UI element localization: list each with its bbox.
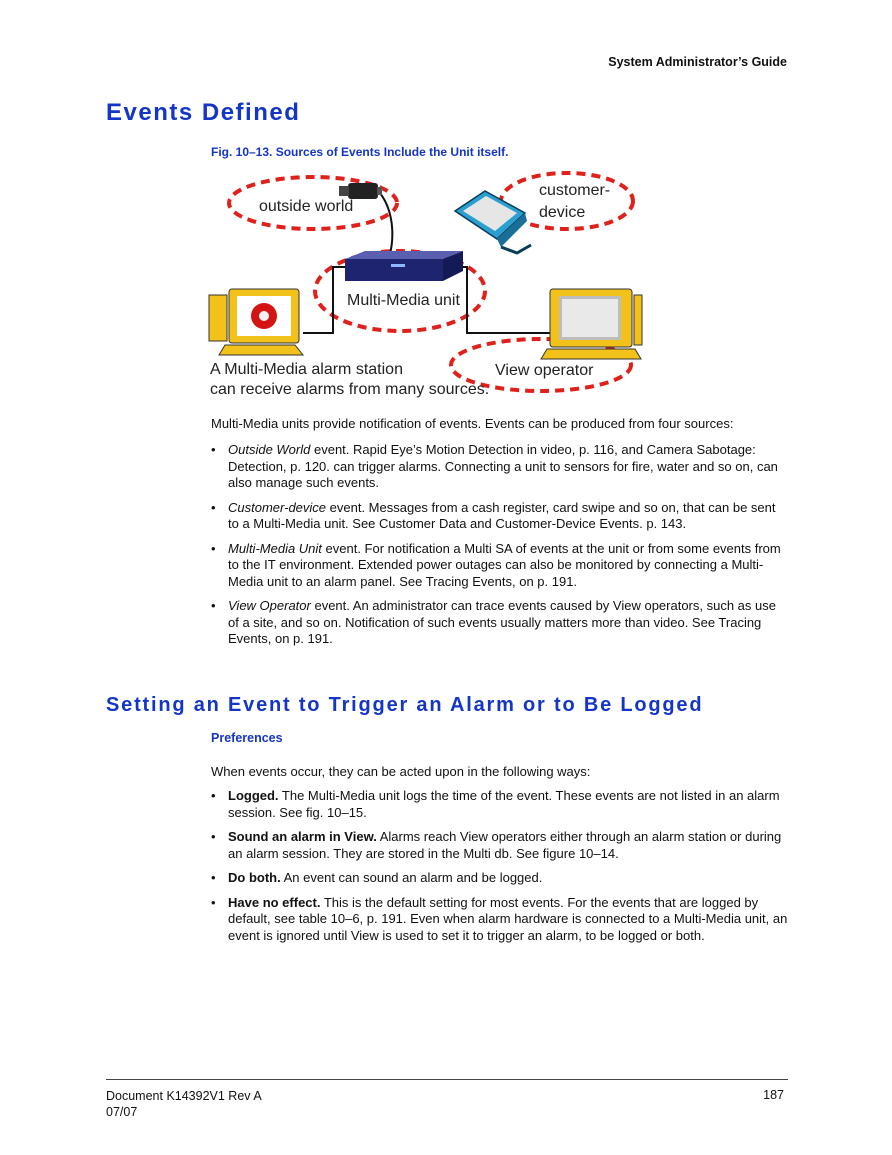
bullet-text: event. Messages from a cash register, card swipe and so on, that can be sent to a Multi-Media unit. See Customer Data and Customer-Device Events. p. 143. — [228, 499, 776, 531]
list-item — [211, 870, 789, 887]
bullet-term: Multi-Media Unit — [228, 540, 322, 556]
section2-intro: When events occur, they can be acted upon in the following ways: — [211, 764, 591, 779]
camera-icon — [339, 183, 382, 199]
bullet-text: Alarms reach View operators either through an alarm station or during an alarm session. They are stored in the Multi db. See figure 10–14. — [228, 829, 782, 861]
preferences-subhead: Preferences — [211, 731, 283, 745]
section-title-events-defined: Events Defined — [106, 99, 301, 126]
list-item — [211, 598, 789, 648]
customer-device-icon — [455, 191, 531, 253]
bullet-term: Have no effect. — [228, 894, 321, 910]
bullet-text: event. An administrator can trace events caused by View operators, such as use of a site, and so on. Notification of such events usually matters more than video. See Tracing Events, on p. 191. — [228, 598, 776, 646]
footer-divider — [106, 1079, 788, 1080]
running-header: System Administrator’s Guide — [608, 55, 787, 69]
bullet-term: Do both. — [228, 870, 281, 885]
bullet-term: View Operator — [228, 598, 311, 613]
list-item — [211, 541, 789, 591]
sources-of-events-figure — [205, 163, 645, 403]
event-actions-list — [211, 788, 789, 952]
bullet-term: Outside World — [228, 442, 311, 457]
list-item — [211, 442, 789, 492]
bullet-term: Customer-device — [228, 499, 327, 515]
list-item — [211, 500, 789, 533]
section1-intro: Multi-Media units provide notification of events. Events can be produced from four sources: — [211, 416, 734, 431]
page-number: 187 — [763, 1088, 784, 1102]
view-operator-cable — [463, 267, 553, 333]
event-sources-list — [211, 442, 789, 656]
alarm-station-computer-icon — [209, 289, 303, 355]
label-alarm-station-2: can receive alarms from many sources. — [210, 381, 490, 398]
label-alarm-station-1: A Multi-Media alarm station — [210, 361, 403, 378]
bullet-text: This is the default setting for most events. For the events that are logged by default, see table 10–6, p. 191. Even when alarm hardware is connected to a Multi-Media unit, an event is ignored until View is used to set it to trigger an alarm, to be logged or both. — [228, 894, 788, 943]
footer-doc-id: Document K14392V1 Rev A — [106, 1089, 262, 1103]
bullet-text: An event can sound an alarm and be logged. — [280, 870, 543, 885]
bullet-term: Sound an alarm in View. — [228, 829, 377, 844]
bullet-term: Logged. — [228, 788, 279, 803]
label-customer-device-2: device — [539, 204, 586, 221]
label-customer-device-1: customer- — [539, 182, 611, 199]
bullet-text: event. For notification a Multi SA of events at the unit or from some events from to the IT environment. Extended power outages can also be monitored by connecting a Multi-Media unit to an alarm panel. See Tracing Events, on p. 191. — [228, 540, 781, 589]
bullet-text: The Multi-Media unit logs the time of the event. These events are not listed in an alarm session. See fig. 10–15. — [228, 788, 780, 820]
figure-caption: Fig. 10–13. Sources of Events Include the Unit itself. — [211, 145, 509, 159]
label-outside-world: outside world — [259, 198, 354, 215]
label-multimedia-unit: Multi-Media unit — [347, 292, 460, 309]
footer-date: 07/07 — [106, 1105, 138, 1119]
section-title-setting-event: Setting an Event to Trigger an Alarm or to Be Logged — [106, 694, 704, 716]
view-operator-computer-icon — [541, 289, 642, 359]
bullet-text: event. Rapid Eye’s Motion Detection in video, p. 116, and Camera Sabotage: Detection, p. 120. can trigger alarms. Connecting a unit to sensors for fire, water and so on, can also manage such events. — [228, 442, 778, 490]
alarm-station-cable — [303, 267, 345, 333]
list-item — [211, 895, 789, 945]
label-view-operator: View operator — [495, 362, 594, 379]
multimedia-unit-icon — [345, 251, 463, 281]
list-item — [211, 788, 789, 821]
footer-document-info — [106, 1088, 262, 1120]
list-item — [211, 829, 789, 862]
